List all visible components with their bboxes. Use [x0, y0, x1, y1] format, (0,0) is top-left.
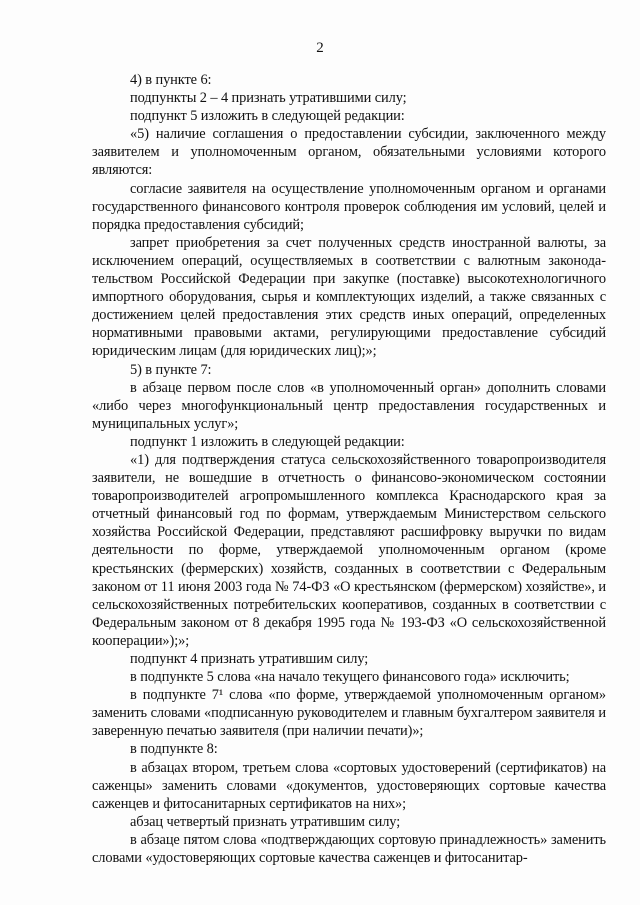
paragraph: подпункты 2 – 4 признать утратившими силу; — [130, 90, 407, 107]
paragraph: «5) наличие соглашения о предоставлении субсидии, заключенного между заявителем и уполномоченным органом, обязательными условиями которого являются: — [92, 126, 606, 179]
paragraph: 5) в пункте 7: — [130, 361, 212, 378]
document-body — [92, 71, 606, 867]
paragraph: в абзаце пятом слова «подтверждающих сортовую принадлежность» заменить словами «удостоверяющих сортовые качества саженцев и фитосанитар- — [92, 831, 606, 867]
paragraph: согласие заявителя на осуществление уполномоченным органом и органами государственного финансового контроля проверок соблюдения им условий, целей и порядка предоставления субсидий; — [92, 180, 606, 233]
paragraph: подпункт 5 изложить в следующей редакции: — [130, 108, 405, 125]
paragraph: в абзацах втором, третьем слова «сортовых удостоверений (сертификатов) на саженцы» заменить словами «документов, удостоверяющих сортовые качества саженцев и фитосанитарных сертификатов на них»; — [92, 759, 606, 812]
paragraph: в подпункте 7¹ слова «по форме, утверждаемой уполномоченным органом» заменить словами «подписанную руководителем и главным бухгалтером заявителя и заверенную печатью заявителя (при наличии печати)»; — [92, 687, 606, 740]
paragraph: подпункт 1 изложить в следующей редакции: — [130, 433, 405, 450]
page-number: 2 — [316, 40, 324, 56]
paragraph: «1) для подтверждения статуса сельскохозяйственного товаропроизводителя заявители, не вошедшие в отчетность о финансово-экономическом состоянии товаропроизводителей агропромышленного комплекса Краснодарского края за отчетный финансовый год по формам, утверждаемым Министерством сельского хозяйства Российской Федерации, представляют расшифровку выручки по видам деятельности по форме, утверждаемой уполномоченным органом (кроме крестьянских (фермерских) хозяйств, созданных в соответствии с Федеральным законом от 11 июня 2003 года № 74-ФЗ «О крестьянском (фермерском) хозяйстве», и сельскохозяйственных потребительских кооперативов, созданных в соответствии с Федеральным законом от 8 декабря 1995 года № 193-ФЗ «О сельскохозяйственной кооперации»);»; — [92, 451, 606, 649]
paragraph: запрет приобретения за счет полученных средств иностранной валюты, за исключением операций, осуществляемых в соответствии с валютным законодательством Российской Федерации при закупке (поставке) высокотехнологичного импортного оборудования, сырья и комплектующих изделий, а также связанных с достижением целей предоставления этих средств иных операций, определенных нормативными правовыми актами, регулирующими предоставление субсидий юридическим лицам (для юридических лиц);»; — [92, 234, 606, 360]
paragraph: подпункт 4 признать утратившим силу; — [130, 651, 369, 667]
paragraph: в подпункте 8: — [130, 741, 218, 758]
paragraph: 4) в пункте 6: — [130, 72, 212, 88]
paragraph: в абзаце первом после слов «в уполномоченный орган» дополнить словами «либо через многофункциональный центр предоставления государственных и муниципальных услуг»; — [92, 379, 606, 432]
paragraph: в подпункте 5 слова «на начало текущего финансового года» исключить; — [130, 669, 570, 686]
paragraph: абзац четвертый признать утратившим силу; — [130, 813, 401, 830]
